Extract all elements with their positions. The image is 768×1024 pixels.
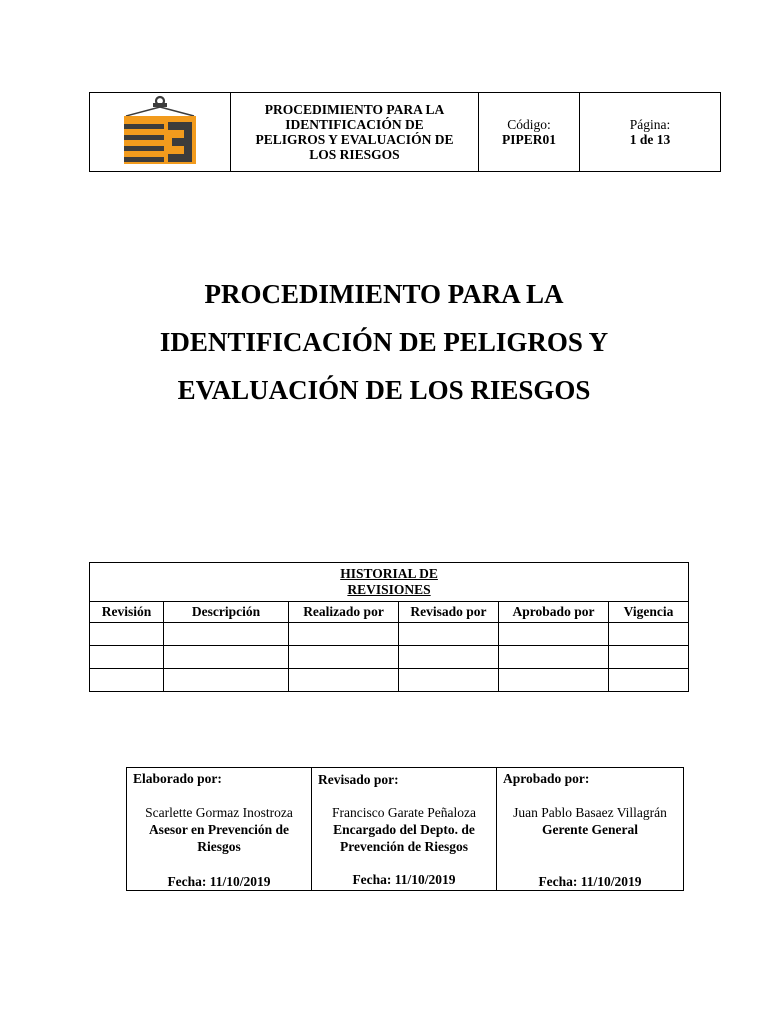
company-logo-icon [112,94,208,170]
table-cell [90,646,164,669]
table-cell [399,646,499,669]
logo-cell [90,93,231,172]
table-cell [289,669,399,692]
signature-role: Gerente General [541,822,639,837]
document-title-line: IDENTIFICACIÓN DE PELIGROS Y [159,327,609,357]
signature-role: Asesor en Prevención de Riesgos [148,822,290,854]
header-title-line: IDENTIFICACIÓN DE [285,117,424,132]
code-label: Código: [507,117,551,132]
signature-name: Francisco Garate Peñaloza [332,805,476,820]
table-cell [609,669,689,692]
signature-block-aprobado [497,768,684,891]
page-label: Página: [629,117,671,132]
table-cell [90,623,164,646]
document-title-line: PROCEDIMIENTO PARA LA [204,279,564,309]
table-cell [609,623,689,646]
signature-date: Fecha: 11/10/2019 [538,874,642,889]
header-title-line: PELIGROS Y EVALUACIÓN DE [255,132,454,147]
signature-label: Aprobado por: [503,771,590,786]
code-value: PIPER01 [502,132,556,147]
signature-date: Fecha: 11/10/2019 [167,874,271,889]
column-header: Realizado por [289,602,399,623]
table-cell [164,623,289,646]
table-row [90,646,689,669]
header-title-line: PROCEDIMIENTO PARA LA [264,102,445,117]
table-cell [289,646,399,669]
revision-history-title-line2: REVISIONES [347,582,431,597]
header-title-cell [231,93,479,172]
signature-block-revisado [312,768,497,891]
signature-label: Elaborado por: [133,771,222,786]
revision-history-table [89,562,689,692]
document-title-line: EVALUACIÓN DE LOS RIESGOS [177,375,591,405]
header-title-line: LOS RIESGOS [309,147,400,162]
document-title [0,270,768,414]
column-header: Descripción [164,602,289,623]
code-cell [479,93,580,172]
table-row [90,669,689,692]
column-header: Revisión [90,602,164,623]
page-value: 1 de 13 [629,132,671,147]
column-header: Revisado por [399,602,499,623]
table-cell [164,646,289,669]
signature-label: Revisado por: [318,772,399,787]
signature-date: Fecha: 11/10/2019 [352,872,456,887]
table-cell [499,623,609,646]
column-header: Vigencia [609,602,689,623]
signature-name: Juan Pablo Basaez Villagrán [513,805,667,820]
revision-history-title-line1: HISTORIAL DE [340,566,438,581]
approval-signatures-table [126,767,684,891]
table-cell [609,646,689,669]
table-cell [399,669,499,692]
revision-history-title [90,563,689,602]
column-header: Aprobado por [499,602,609,623]
table-cell [499,646,609,669]
signature-role: Encargado del Depto. de Prevención de Riesgos [333,822,475,854]
table-cell [399,623,499,646]
signature-block-elaborado [127,768,312,891]
table-cell [499,669,609,692]
table-cell [289,623,399,646]
table-cell [90,669,164,692]
signature-name: Scarlette Gormaz Inostroza [145,805,293,820]
table-row [90,623,689,646]
document-header [89,92,721,172]
page-cell [580,93,721,172]
table-cell [164,669,289,692]
